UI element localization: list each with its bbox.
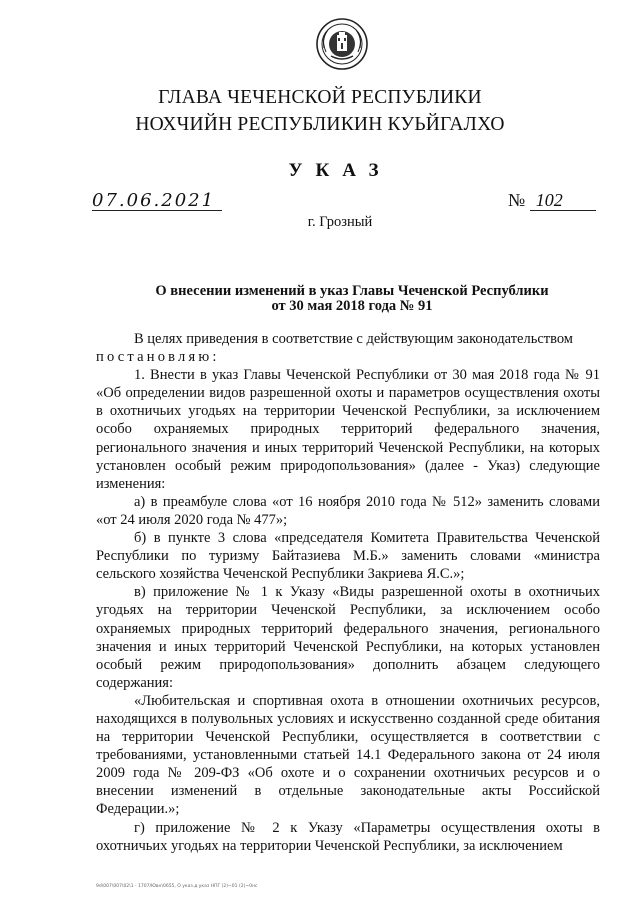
document-title — [132, 284, 572, 314]
document-type: УКАЗ — [288, 160, 392, 181]
document-number — [508, 190, 563, 211]
header-line-2: НОХЧИЙН РЕСПУБЛИКИН КУЬЙГАЛХО — [135, 114, 505, 135]
paragraph-b: б) в пункте 3 слова «председателя Комитета Правительства Чеченской Республики по туризму Байтазиева М.Б.» заменить словами «министра сельского хозяйства Чеченской Республики Закриева Я.С.»; — [96, 530, 600, 583]
number-value: 102 — [535, 190, 563, 210]
coat-of-arms-emblem — [316, 18, 368, 70]
number-label: № — [508, 190, 526, 210]
number-underline — [530, 210, 596, 211]
paragraph-v: в) приложение № 1 к Указу «Виды разрешенной охоты в охотничьих угодьях на территории Чеченской Республики, за исключением особо охраняемых природных территорий федерального значения, региональногo значения и иных территорий Чеченской Республики, на которых установлен особый режим природопользования» дополнить абзацем следующего содержания: — [96, 584, 600, 691]
intro-paragraph: В целях приведения в соответствие с действующим законодательством — [134, 331, 573, 347]
date-underline — [92, 210, 222, 211]
document-body — [96, 330, 600, 855]
decree-word: постановляю: — [96, 349, 220, 366]
title-line-1: О внесении изменений в указ Главы Чеченской Республики — [155, 283, 549, 299]
handwritten-date: 07.06.2021 — [92, 190, 216, 211]
paragraph-1: 1. Внести в указ Главы Чеченской Республики от 30 мая 2018 года № 91 «Об определении видов разрешенной охоты и параметров осуществления охоты в охотничьих угодьях на территории Чеченской Республики, за исключением особо охраняемых природных территорий федерального значения, регионального значения и иных территорий Чеченской Республики, на которых установлен особый режим природопользования» (далее - Указ) следующие изменения: — [96, 367, 600, 492]
quote-paragraph: «Любительская и спортивная охота в отношении охотничьих ресурсов, находящихся в полувольных условиях и искусственно созданной среде обитания на территории Чеченской Республики, осуществляется в соответствии с требованиями, установленными статьей 14.1 Федерального закона от 24 июля 2009 года № 209-ФЗ «Об охоте и о сохранении охотничьих ресурсов и о внесении изменений в отдельные законодательные акты Российской Федерации.»; — [96, 692, 600, 818]
header-line-1: ГЛАВА ЧЕЧЕНСКОЙ РЕСПУБЛИКИ — [158, 87, 482, 108]
paragraph-g: г) приложение № 2 к Указу «Параметры осуществления охоты в охотничьих угодьях на территории Чеченской Республики, за исключением — [96, 819, 600, 854]
footer-code: 9d\007\007\02\1 - 1707/Ювн\0655, О указ.д указ НПГ (2)~01 (2)~0нс — [96, 884, 258, 889]
city: г. Грозный — [307, 214, 373, 230]
paragraph-a: а) в преамбуле слова «от 16 ноября 2010 года № 512» заменить словами «от 24 июля 2020 года № 477»; — [96, 493, 600, 528]
title-line-2: от 30 мая 2018 года № 91 — [271, 298, 433, 314]
